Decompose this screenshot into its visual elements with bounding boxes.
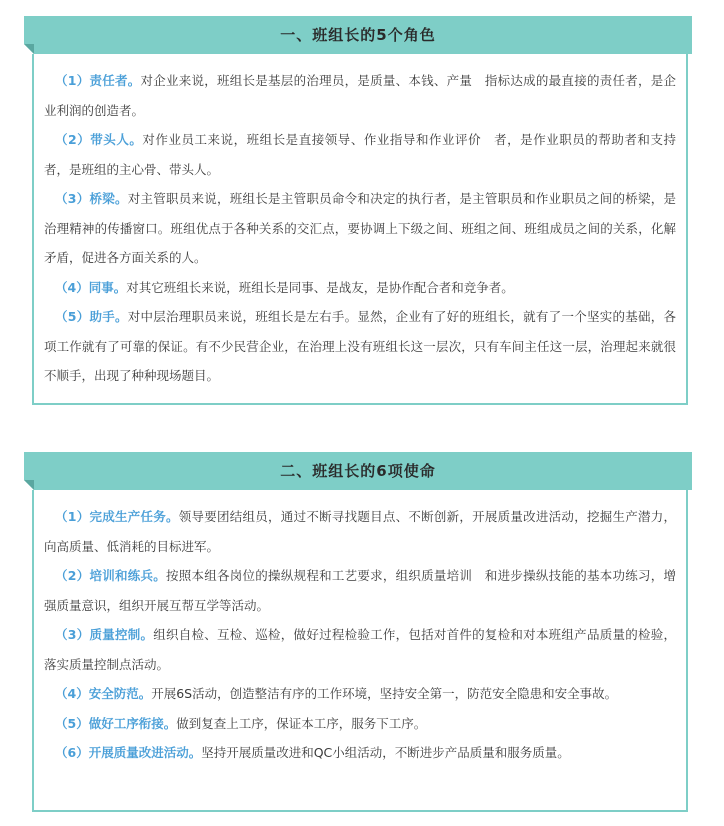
list-item: [44, 502, 676, 561]
item-text: 开展6S活动，创造整洁有序的工作环境，坚持安全第一，防范安全隐患和安全事故。: [151, 686, 618, 701]
item-number: （2）: [55, 132, 91, 147]
section-body: [32, 54, 688, 405]
item-term: 开展质量改进活动。: [88, 745, 202, 760]
list-item: [44, 66, 676, 125]
item-number: （1）: [55, 73, 90, 88]
item-term: 责任者。: [89, 73, 141, 88]
item-number: （4）: [55, 279, 89, 295]
item-term: 质量控制。: [89, 627, 154, 642]
item-term: 完成生产任务。: [89, 509, 179, 524]
item-term: 安全防范。: [88, 686, 152, 701]
item-number: （2）: [55, 568, 90, 583]
list-item: [44, 302, 676, 391]
item-text: 对其它班组长来说，班组长是同事、是战友，是协作配合者和竞争者。: [126, 279, 514, 295]
list-item: [44, 620, 676, 679]
list-item: [44, 679, 676, 709]
section-roles: [24, 16, 692, 405]
section-missions: [24, 452, 692, 812]
item-term: 助手。: [89, 309, 128, 324]
item-term: 同事。: [88, 279, 127, 295]
list-item: [44, 125, 676, 184]
item-number: （3）: [55, 627, 90, 642]
section-body: [32, 490, 688, 812]
item-number: （3）: [55, 191, 90, 206]
item-text: 组织自检、互检、巡检，做好过程检验工作，包括对首件的复检和对本班组产品质量的检验，落实质量控制点活动。: [44, 627, 676, 672]
item-term: 培训和练兵。: [89, 568, 167, 583]
list-item: [44, 738, 676, 768]
item-text: 对中层治理职员来说，班组长是左右手。显然，企业有了好的班组长，就有了一个坚实的基础，各项工作就有了可靠的保证。有不少民营企业，在治理上没有班组长这一层次，只有车间主任这一层，治理起来就很不顺手，出现了种种现场题目。: [44, 309, 676, 383]
list-item: [44, 184, 676, 273]
item-text: 做到复查上工序，保证本工序，服务下工序。: [176, 715, 427, 731]
item-text: 领导要团结组员，通过不断寻找题目点、不断创新，开展质量改进活动，挖掘生产潜力，向高质量、低消耗的目标进军。: [44, 509, 676, 554]
item-number: （4）: [55, 686, 89, 701]
section-title: 二、班组长的6项使命: [280, 462, 436, 480]
item-number: （6）: [55, 745, 89, 760]
item-text: 对作业员工来说，班组长是直接领导、作业指导和作业评价 者，是作业职员的帮助者和支持者，是班组的主心骨、带头人。: [44, 132, 676, 177]
section-title: 一、班组长的5个角色: [280, 26, 436, 44]
list-item: [44, 273, 676, 303]
list-item: [44, 561, 676, 620]
item-text: 坚持开展质量改进和QC小组活动，不断进步产品质量和服务质量。: [201, 745, 570, 760]
item-term: 做好工序衔接。: [88, 715, 177, 731]
item-text: 对企业来说，班组长是基层的治理员，是质量、本钱、产量 指标达成的最直接的责任者，是企业利润的创造者。: [44, 73, 676, 118]
item-number: （5）: [55, 309, 90, 324]
item-number: （1）: [55, 509, 90, 524]
item-term: 带头人。: [90, 132, 143, 147]
list-item: [44, 709, 676, 739]
item-text: 按照本组各岗位的操纵规程和工艺要求，组织质量培训 和进步操纵技能的基本功练习，增强质量意识，组织开展互帮互学等活动。: [44, 568, 676, 613]
item-number: （5）: [55, 715, 89, 731]
item-text: 对主管职员来说，班组长是主管职员命令和决定的执行者，是主管职员和作业职员之间的桥梁，是治理精神的传播窗口。班组优点于各种关系的交汇点，要协调上下级之间、班组之间、班组成员之间的关系，化解矛盾，促进各方面关系的人。: [44, 191, 676, 265]
item-term: 桥梁。: [89, 191, 128, 206]
